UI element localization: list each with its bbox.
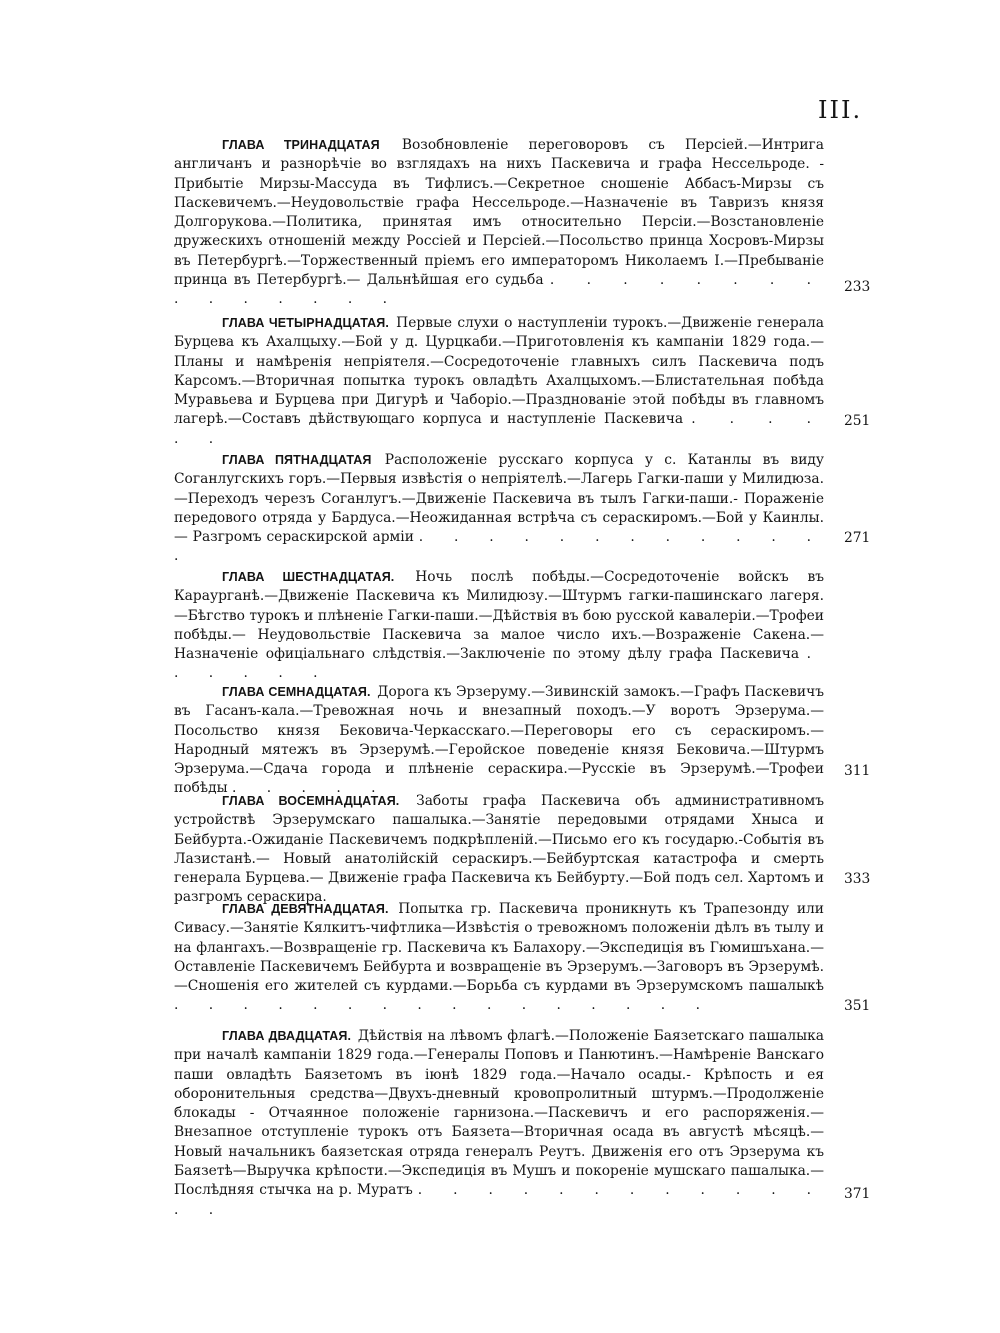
chapter-20-entry (174, 1027, 824, 1220)
page-number: III. (818, 96, 863, 124)
chapter-heading: ГЛАВА ДВАДЦАТАЯ. (222, 1029, 352, 1043)
chapter-17-entry (174, 683, 824, 799)
chapter-heading: ГЛАВА ТРИНАДЦАТАЯ (222, 138, 380, 152)
chapter-19-entry (174, 900, 824, 1016)
chapter-page-number: 251 (844, 413, 871, 429)
chapter-summary: Дорога къ Эрзеруму.—Зивинскій замокъ.—Графъ Паскевичъ въ Гасанъ-кала.—Тревожная ночь и внезапный походъ.—У воротъ Эрзерума.—Посольство князя Бековича-Черкасскаго.—Переговоры его съ сераскиромъ.—Народный мятежъ въ Эрзерумѣ.—Геройское поведеніе князя Бековича.—Штурмъ Эрзерума.—Сдача города и плѣненіе сераскира.—Русскіе въ Эрзерумѣ.—Трофеи побѣды (174, 684, 824, 797)
chapter-page-number: 333 (844, 871, 871, 887)
chapter-heading: ГЛАВА ДЕВЯТНАДЦАТАЯ. (222, 902, 389, 916)
chapter-page-number: 371 (844, 1186, 871, 1202)
leader-dots: . . . . . (232, 780, 389, 797)
chapter-summary: Возобновленіе переговоровъ съ Персіей.—Интрига англичанъ и разнорѣчіе во взглядахъ на нихъ Паскевича и графа Нессельроде. - Прибытіе Мирзы-Массуда въ Тифлисъ.—Секретное сношеніе Аббасъ-Мирзы съ Паскевичемъ.—Неудовольствіе графа Нессельроде.—Назначеніе въ Тавризъ князя Долгорукова.—Политика, принятая имъ относительно Персіи.—Возстановленіе дружескихъ отношеній между Россіей и Персіей.—Посольство принца Хосровъ-Мирзы въ Петербургѣ.—Торжественный пріемъ его императоромъ Николаемъ I.—Пребываніе принца въ Петербургѣ.— Дальнѣйшая его судьба (174, 137, 825, 289)
chapter-summary: Дѣйствія на лѣвомъ флагѣ.—Положеніе Баязетскаго пашалыка при началѣ кампаніи 1829 года.—Генералы Поповъ и Панютинъ.—Намѣреніе Ванскаго паши овладѣть Баязетомъ въ іюнѣ 1829 года.—Начало осады.- Крѣпость и ея оборонительныя средства—Двухъ-дневный кровопролитный штурмъ.—Продолженіе блокады - Отчаянное положеніе гарнизона.—Паскевичъ и его распоряженія.—Внезапное отступленіе турокъ отъ Баязета—Вторичная осада въ августѣ мѣсяцѣ.—Новый начальникъ баязетская отряда генералъ Реутъ. Движенія его отъ Эрзерума къ Баязетѣ—Выручка крѣпости.—Экспедиція въ Мушъ и покореніе мушскаго пашалыка.—Послѣдняя стычка на р. Муратъ (174, 1028, 825, 1199)
leader-dots: . . . . . . (174, 411, 825, 447)
leader-dots: . . . . . . . . . . . . . . . (174, 272, 824, 308)
chapter-heading: ГЛАВА ВОСЕМНАДЦАТАЯ. (222, 794, 400, 808)
chapter-summary: Заботы графа Паскевича объ административномъ устройствѣ Эрзерумскаго пашалыка.—Занятіе передовыми отрядами Хныса и Бейбурта.-Ожиданіе Паскевичемъ подкрѣпленій.—Письмо его къ государю.-Событія въ Лазистанѣ.— Новый анатолійскій сераскиръ.—Бейбуртская катастрофа и смерть генерала Бурцева.— Движеніе графа Паскевича къ Бейбурту.—Бой подъ сел. Хартомъ и разгромъ сераскира. (174, 793, 824, 906)
chapter-14-entry (174, 314, 824, 449)
leader-dots: . . . . . . . . . . . . . . (174, 1182, 824, 1218)
chapter-heading: ГЛАВА ШЕСТНАДЦАТАЯ. (222, 570, 395, 584)
chapter-15-entry (174, 451, 824, 567)
leader-dots: . . . . . . (174, 646, 824, 682)
chapter-page-number: 311 (844, 763, 871, 779)
chapter-heading: ГЛАВА ЧЕТЫРНАДЦАТАЯ. (222, 316, 389, 330)
chapter-13-entry (174, 136, 824, 310)
chapter-summary: Ночь послѣ побѣды.—Сосредоточеніе войскъ въ Караурганѣ.—Движеніе Паскевича къ Милидюзу.—Штурмъ гагки-пашинскаго лагеря.—Бѣгство турокъ и плѣненіе Гагки-паши.—Дѣйствія въ бою русской кавалеріи.—Трофеи побѣды.— Неудовольствіе Паскевича за малое число ихъ.—Возраженіе Сакена.—Назначеніе офиціальнаго слѣдствія.—Заключеніе по этому дѣлу графа Паскевича (174, 569, 824, 663)
chapter-heading: ГЛАВА ПЯТНАДЦАТАЯ (222, 453, 372, 467)
leader-dots: . . . . . . . . . . . . . . . . (174, 997, 713, 1014)
leader-dots: . . . . . . . . . . . . . (174, 529, 824, 565)
chapter-page-number: 271 (844, 530, 871, 546)
chapter-18-entry (174, 792, 824, 908)
chapter-summary: Расположеніе русскаго корпуса у с. Катанлы въ виду Соганлугскихъ горъ.—Первыя извѣстія о непріятелѣ.—Лагерь Гагки-паши у Милидюза.—Переходъ черезъ Соганлугъ.—Движеніе Паскевича въ тылъ Гагки-паши.- Пораженіе передового отряда у Бардуса.—Неожиданная встрѣча съ сераскиромъ.—Бой у Каинлы.— Разгромъ сераскирской арміи (174, 452, 824, 546)
chapter-page-number: 351 (844, 998, 871, 1014)
chapter-page-number: 233 (844, 279, 871, 295)
chapter-summary: Попытка гр. Паскевича проникнуть къ Трапезонду или Сивасу.—Занятіе Кялкитъ-чифтлика—Извѣстія о тревожномъ положеніи дѣлъ въ тылу и на флангахъ.—Возвращеніе гр. Паскевича къ Балахору.—Экспедиція въ Гюмишъхана.—Оставленіе Паскевичемъ Бейбурта и возвращеніе въ Эрзерумъ.—Заговоръ въ Эрзерумѣ.—Сношенія его жителей съ курдами.—Борьба съ курдами въ Эрзерумскомъ пашалыкѣ (174, 901, 824, 995)
chapter-16-entry (174, 568, 824, 684)
chapter-summary: Первые слухи о наступленіи турокъ.—Движеніе генерала Бурцева къ Ахалцыху.—Бой у д. Цурцкаби.—Приготовленія къ кампаніи 1829 года.—Планы и намѣренія непріятеля.—Сосредоточеніе главныхъ силъ Паскевича подъ Карсомъ.—Вторичная попытка турокъ овладѣть Ахалцыхомъ.—Блистательная побѣда Муравьева и Бурцева при Дигурѣ и Чаборіо.—Празднованіе этой побѣды въ главномъ лагерѣ.—Составъ дѣйствующаго корпуса и наступленіе Паскевича (174, 315, 824, 428)
chapter-heading: ГЛАВА СЕМНАДЦАТАЯ. (222, 685, 371, 699)
